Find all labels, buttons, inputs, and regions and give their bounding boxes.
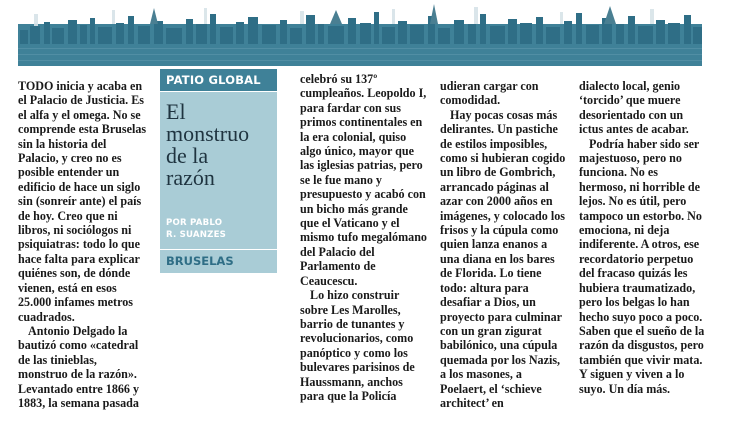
section-label: PATIO GLOBAL <box>160 69 277 91</box>
title-line: monstruo <box>166 121 250 146</box>
title-line: razón <box>166 165 215 190</box>
article-paragraph: Podría haber sido ser majestuoso, pero no funciona. No es hermoso, ni horrible de lejos. No es útil, pero tampoco un estorbo. No emociona, ni deja indiferente. A otros, ese recordatorio perpetuo del fracaso quizás les hubiera traumatizado, pero los belgas lo han hecho suyo poco a poco. Saben que el sueño de la razón da disgustos, pero también que vivir mata. Y siguen y viven a lo suyo. Un día más. <box>579 136 705 396</box>
byline-line: POR PABLO <box>166 218 223 228</box>
article-paragraph: Hay pocas cosas más delirantes. Un pastiche de estilos imposibles, como si hubieran cogido un libro de Gombrich, arrancado páginas al azar con 2000 años en imágenes, y colocado los frisos y la cúpula como quien lanza enanos a una diana en los bares de Florida. Lo tiene todo: altura para desafiar a Dios, un proyecto para culminar con un gran zigurat babilónico, una cúpula quemada por los Nazis, a los masones, a Poelaert, el ‘schieve architect’ en <box>440 107 566 410</box>
article-paragraph: celebró su 137º cumpleaños. Leopoldo I, para fardar con sus primos continentales en la era colonial, quiso algo único, mayor que las iglesias patrias, pero se le fue mano y presupuesto y acabó con un bicho más grande que el Vaticano y el mismo tufo megalómano del Palacio del Parlamento de Ceaucescu. <box>300 72 427 288</box>
article-column-3 <box>300 72 428 403</box>
article-paragraph: udieran cargar con comodidad. <box>440 79 539 108</box>
title-line: El <box>166 99 186 124</box>
article-paragraph: Antonio Delgado la bautizó como «catedral de las tinieblas, monstruo de la razón». Levantado entre 1866 y 1883, la semana pasada <box>18 323 140 410</box>
byline <box>166 217 274 241</box>
article-paragraph: Lo hizo construir sobre Les Marolles, barrio de tunantes y revolucionarios, como panóptico y como los bulevares parisinos de Haussmann, anchos para que la Policía <box>300 288 415 403</box>
dateline-location: BRUSELAS <box>166 254 234 268</box>
city-skyline-banner <box>0 0 742 66</box>
article-column-4 <box>440 79 566 410</box>
title-line: de la <box>166 143 209 168</box>
article-header-box <box>160 69 277 273</box>
byline-line: R. SUANZES <box>166 230 227 240</box>
divider <box>160 249 277 250</box>
article-paragraph: dialecto local, genio ‘torcido’ que muere desorientado con un ictus antes de acabar. <box>579 79 689 137</box>
article-column-5 <box>579 79 707 396</box>
article-title <box>166 101 274 189</box>
title-panel <box>160 92 277 273</box>
article-column-1 <box>18 79 148 410</box>
article-paragraph: TODO inicia y acaba en el Palacio de Justicia. Es el alfa y el omega. No se comprende esta Bruselas sin la historia del Palacio, y creo no es posible entender un edificio de hace un siglo sin (sonreír ante) el país de hoy. Creo que ni libros, ni sociólogos ni psiquiatras: todo lo que hace falta para explicar quiénes son, de dónde vienen, está en esos 25.000 infames metros cuadrados. <box>18 79 147 324</box>
